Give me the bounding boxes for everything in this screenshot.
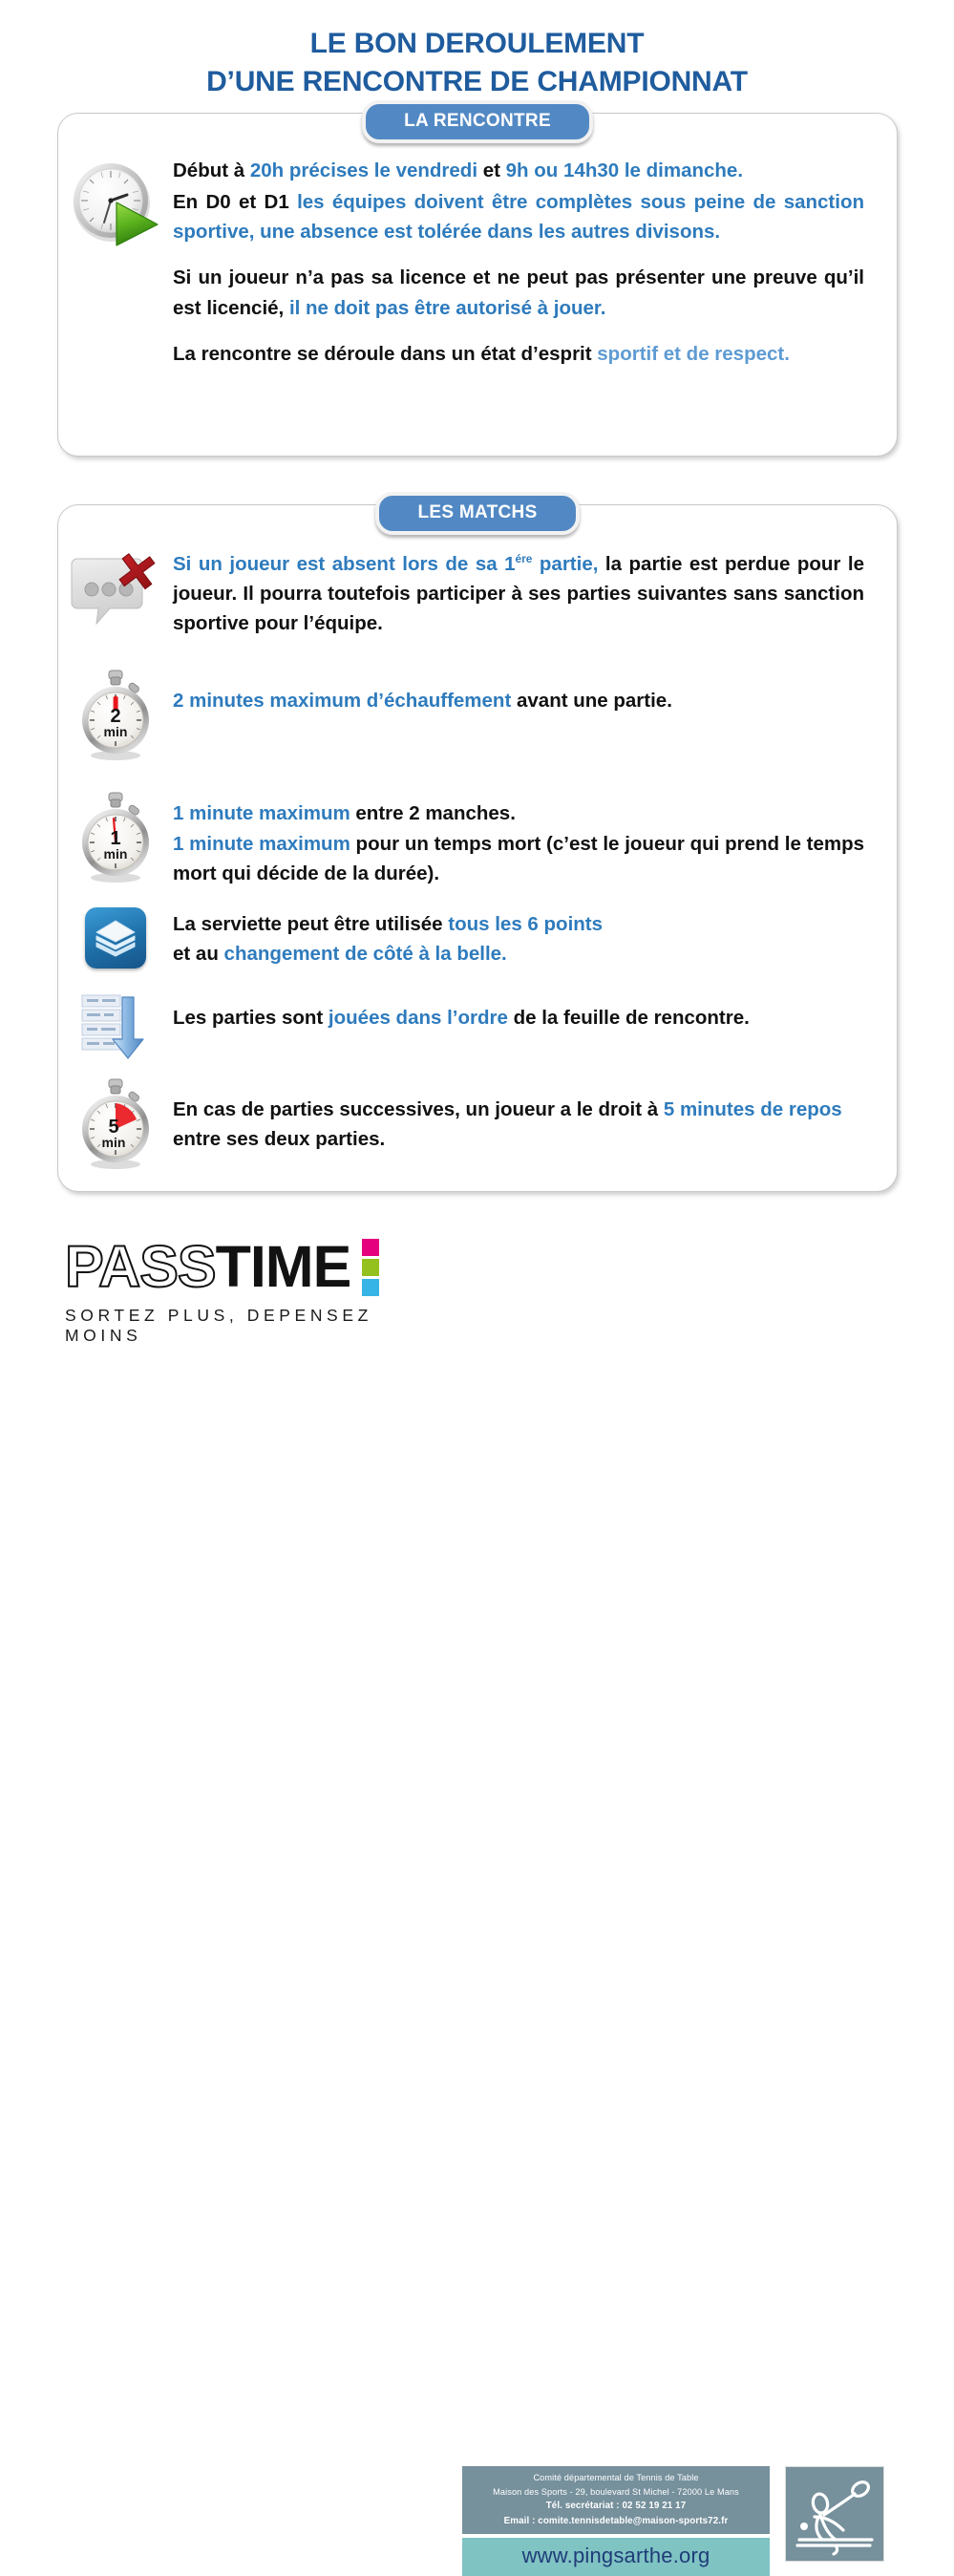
stopwatch-2min-icon <box>72 667 159 762</box>
section-card-rencontre <box>57 113 898 457</box>
passtime-word-outline: PASS <box>65 1234 216 1299</box>
clock-play-icon <box>70 158 161 249</box>
stopwatch-2min-value: 2 <box>110 706 121 728</box>
committee-phone: Tél. secrétariat : 02 52 19 21 17 <box>545 2501 687 2512</box>
match-item-rest <box>58 1060 897 1171</box>
badge-rencontre-wrap <box>58 100 897 143</box>
committee-name: Comité départemental de Tennis de Table <box>533 2473 699 2482</box>
match-text-towel: La serviette peut être utilisée tous les 6 points et au changement de côté à la belle. <box>173 912 604 966</box>
match-text-warmup: 2 minutes maximum d’échauffement avant une partie. <box>173 690 672 713</box>
match-item-towel <box>58 888 897 969</box>
ordered-list-arrow-icon <box>78 991 153 1060</box>
section-card-matchs <box>57 504 898 1192</box>
match-text-between-sets: 1 minute maximum entre 2 manches. 1 minute maximum pour un temps mort (c’est le joueur qui prend le temps mort qui décide de la durée). <box>173 802 864 884</box>
committee-website[interactable]: www.pingsarthe.org <box>462 2538 770 2576</box>
stopwatch-2min-unit: min <box>103 724 128 740</box>
match-item-order <box>58 969 897 1060</box>
match-item-warmup <box>58 638 897 762</box>
speech-bubble-error-icon <box>70 551 161 628</box>
passtime-logo <box>65 1234 447 1346</box>
passtime-square-green <box>362 1259 379 1276</box>
passtime-color-squares <box>362 1239 379 1296</box>
page-title-line-2: D’UNE RENCONTRE DE CHAMPIONNAT <box>206 65 748 97</box>
page-footer <box>0 1224 954 2567</box>
stopwatch-1min-icon <box>72 789 159 884</box>
badge-matchs-wrap <box>58 492 897 535</box>
passtime-square-magenta <box>362 1239 379 1256</box>
stopwatch-5min-icon <box>72 1075 159 1171</box>
towel-stack-icon <box>85 907 146 969</box>
rencontre-paragraph-4: La rencontre se déroule dans un état d’esprit sportif et de respect. <box>173 342 790 365</box>
committee-info <box>462 2466 770 2534</box>
rencontre-paragraph-1: Début à 20h précises le vendredi et 9h ou 14h30 le dimanche. <box>173 160 744 181</box>
table-tennis-player-logo <box>785 2466 884 2562</box>
stopwatch-1min-unit: min <box>103 846 128 862</box>
badge-matchs: LES MATCHS <box>375 492 579 535</box>
stopwatch-5min-value: 5 <box>108 1117 119 1139</box>
stopwatch-5min-unit: min <box>101 1135 126 1151</box>
badge-rencontre: LA RENCONTRE <box>362 100 593 143</box>
passtime-word-solid: TIME <box>215 1234 351 1299</box>
rencontre-paragraph-3: Si un joueur n’a pas sa licence et ne peut pas présenter une preuve qu’il est licencié, il ne doit pas être autorisé à jouer. <box>173 266 864 319</box>
stopwatch-1min-value: 1 <box>110 828 121 850</box>
rencontre-paragraph-2: En D0 et D1 les équipes doivent être complètes sous peine de sanction sportive, une absence est tolérée dans les autres divisons. <box>173 191 865 244</box>
match-item-between-sets <box>58 762 897 887</box>
passtime-tagline: SORTEZ PLUS, DEPENSEZ MOINS <box>65 1306 372 1345</box>
match-text-order: Les parties sont jouées dans l’ordre de la feuille de rencontre. <box>173 1007 750 1030</box>
rencontre-text-block <box>173 156 897 369</box>
match-text-rest: En cas de parties successives, un joueur a le droit à 5 minutes de repos entre ses deux parties. <box>173 1098 842 1151</box>
committee-contact-box <box>462 2466 770 2576</box>
match-text-absent: Si un joueur est absent lors de sa $1^{ére}$ partie, la partie est perdue pour le joueur. Il pourra toutefois participer à ses parties suivantes sans sanction sportive pour l’équipe. <box>173 552 865 635</box>
page-title <box>0 0 954 100</box>
page-title-line-1: LE BON DEROULEMENT <box>309 28 645 59</box>
passtime-square-cyan <box>362 1279 379 1296</box>
committee-email: Email : comite.tennisdetable@maison-sports72.fr <box>503 2515 729 2526</box>
committee-address: Maison des Sports - 29, boulevard St Michel - 72000 Le Mans <box>493 2486 739 2497</box>
clock-play-icon-cell <box>58 156 173 249</box>
